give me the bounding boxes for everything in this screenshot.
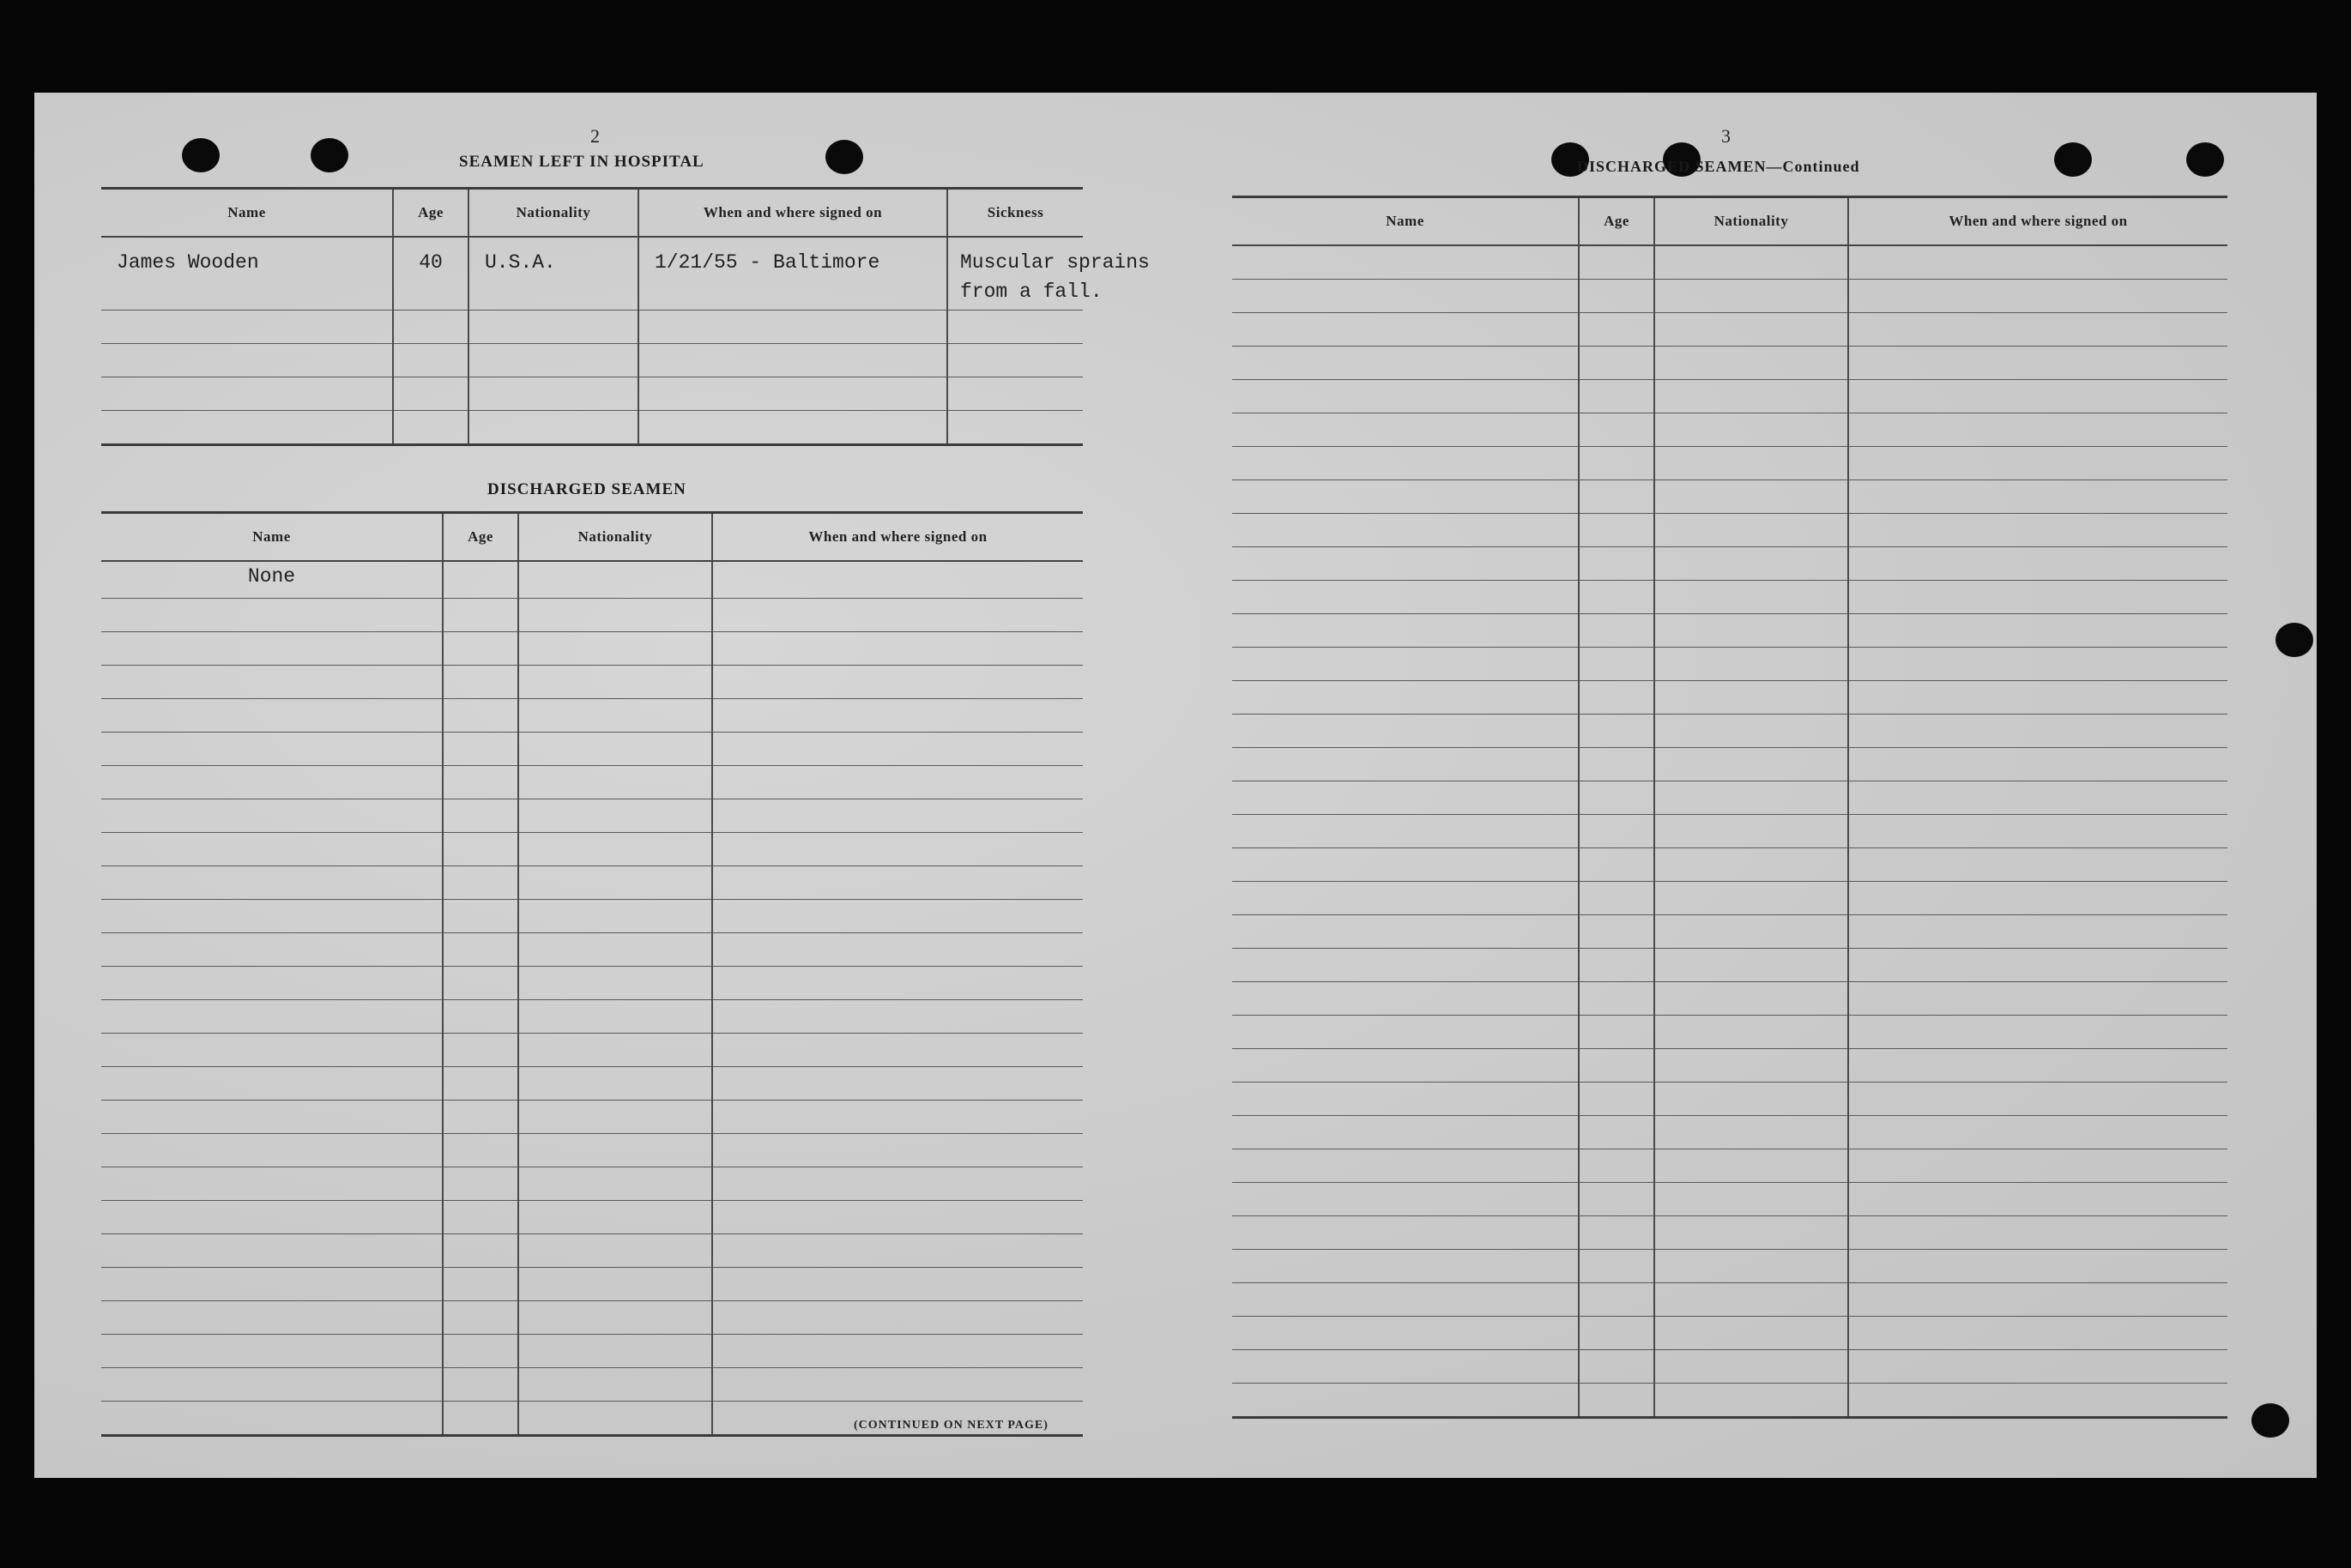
discharged-col-nationality: Nationality <box>518 513 712 562</box>
hospital-cell-signed-on: 1/21/55 - Baltimore <box>638 237 947 311</box>
table-row <box>1232 581 2227 614</box>
hospital-col-signed-on: When and where signed on <box>638 189 947 238</box>
table-row <box>1232 781 2227 815</box>
hospital-cell-nationality: U.S.A. <box>468 237 638 311</box>
hospital-cell-sickness <box>947 237 1150 311</box>
continued-col-signed-on: When and where signed on <box>1848 197 2227 246</box>
table-row <box>1232 514 2227 547</box>
punch-hole-decoration <box>2186 142 2224 177</box>
table-row <box>1232 245 2227 280</box>
hospital-col-name: Name <box>101 189 393 238</box>
table-row <box>101 1101 1083 1134</box>
table-row <box>1232 1083 2227 1116</box>
hospital-col-sickness: Sickness <box>947 189 1083 238</box>
table-row <box>101 866 1083 900</box>
table-row <box>101 1301 1083 1335</box>
punch-hole-decoration <box>2251 1403 2289 1438</box>
table-row <box>1232 949 2227 982</box>
table-row <box>1232 313 2227 347</box>
punch-hole-decoration <box>311 138 348 172</box>
table-row <box>101 1368 1083 1402</box>
discharged-continued-title: DISCHARGED SEAMEN—Continued <box>1577 158 1860 175</box>
table-row <box>1232 882 2227 915</box>
page-number-left: 2 <box>590 125 600 147</box>
hospital-section-title: SEAMEN LEFT IN HOSPITAL <box>459 153 704 171</box>
continued-footer: (CONTINUED ON NEXT PAGE) <box>854 1419 1049 1432</box>
table-row <box>101 344 1083 377</box>
table-row <box>1232 380 2227 413</box>
table-row <box>101 699 1083 733</box>
hospital-col-age: Age <box>393 189 468 238</box>
table-row <box>101 377 1083 411</box>
table-row <box>1232 681 2227 715</box>
hospital-cell-name: James Wooden <box>101 237 393 311</box>
table-row <box>101 1034 1083 1067</box>
table-row <box>1232 614 2227 648</box>
table-row <box>101 967 1083 1000</box>
table-row <box>101 632 1083 666</box>
table-row <box>1232 1149 2227 1183</box>
table-row <box>1232 1250 2227 1283</box>
table-row <box>101 1134 1083 1167</box>
punch-hole-decoration <box>825 140 863 174</box>
discharged-continued-table <box>1232 196 2227 1419</box>
table-row <box>101 411 1083 445</box>
table-row <box>1232 447 2227 480</box>
table-row <box>101 900 1083 933</box>
punch-hole-decoration <box>2275 623 2313 657</box>
continued-col-name: Name <box>1232 197 1579 246</box>
table-row <box>1232 1384 2227 1418</box>
table-row <box>1232 347 2227 380</box>
table-row <box>1232 1183 2227 1216</box>
discharged-cell-name: None <box>101 561 443 599</box>
table-row <box>101 766 1083 799</box>
table-row <box>101 237 1083 311</box>
table-row <box>1232 848 2227 882</box>
table-row <box>101 1067 1083 1101</box>
hospital-table <box>101 187 1150 446</box>
table-row <box>1232 1016 2227 1049</box>
table-row <box>1232 648 2227 681</box>
table-row <box>1232 480 2227 514</box>
discharged-col-signed-on: When and where signed on <box>712 513 1083 562</box>
table-row <box>101 1335 1083 1368</box>
table-row <box>1232 413 2227 447</box>
discharged-section-title: DISCHARGED SEAMEN <box>487 480 686 498</box>
table-row <box>101 833 1083 866</box>
table-row <box>1232 280 2227 313</box>
hospital-table-header <box>101 189 1083 238</box>
continued-col-age: Age <box>1579 197 1654 246</box>
punch-hole-decoration <box>182 138 220 172</box>
punch-hole-decoration <box>2054 142 2092 177</box>
table-row <box>101 1234 1083 1268</box>
sickness-line-1: Muscular sprains <box>960 251 1150 274</box>
table-row <box>1232 1049 2227 1083</box>
table-row <box>101 733 1083 766</box>
table-row <box>1232 715 2227 748</box>
table-row <box>101 561 1083 599</box>
discharged-table <box>101 511 1083 1437</box>
hospital-col-nationality: Nationality <box>468 189 638 238</box>
table-row <box>101 599 1083 632</box>
table-row <box>101 1268 1083 1301</box>
table-row <box>101 1201 1083 1234</box>
table-row <box>101 1000 1083 1034</box>
continued-col-nationality: Nationality <box>1654 197 1848 246</box>
table-row <box>101 799 1083 833</box>
table-row <box>101 311 1083 344</box>
sickness-line-2: from a fall. <box>960 280 1103 303</box>
discharged-table-header <box>101 513 1083 562</box>
table-row <box>1232 915 2227 949</box>
discharged-continued-header <box>1232 197 2227 246</box>
table-row <box>1232 1216 2227 1250</box>
page-number-right: 3 <box>1721 125 1731 147</box>
table-row <box>1232 1350 2227 1384</box>
hospital-cell-age: 40 <box>393 237 468 311</box>
table-row <box>1232 1283 2227 1317</box>
table-row <box>1232 1317 2227 1350</box>
table-row <box>1232 815 2227 848</box>
table-row <box>101 666 1083 699</box>
table-row <box>101 1167 1083 1201</box>
document-sheet <box>34 93 2317 1478</box>
table-row <box>1232 982 2227 1016</box>
table-row <box>101 933 1083 967</box>
discharged-col-age: Age <box>443 513 518 562</box>
table-row <box>1232 748 2227 781</box>
table-row <box>1232 1116 2227 1149</box>
discharged-col-name: Name <box>101 513 443 562</box>
table-row <box>1232 547 2227 581</box>
